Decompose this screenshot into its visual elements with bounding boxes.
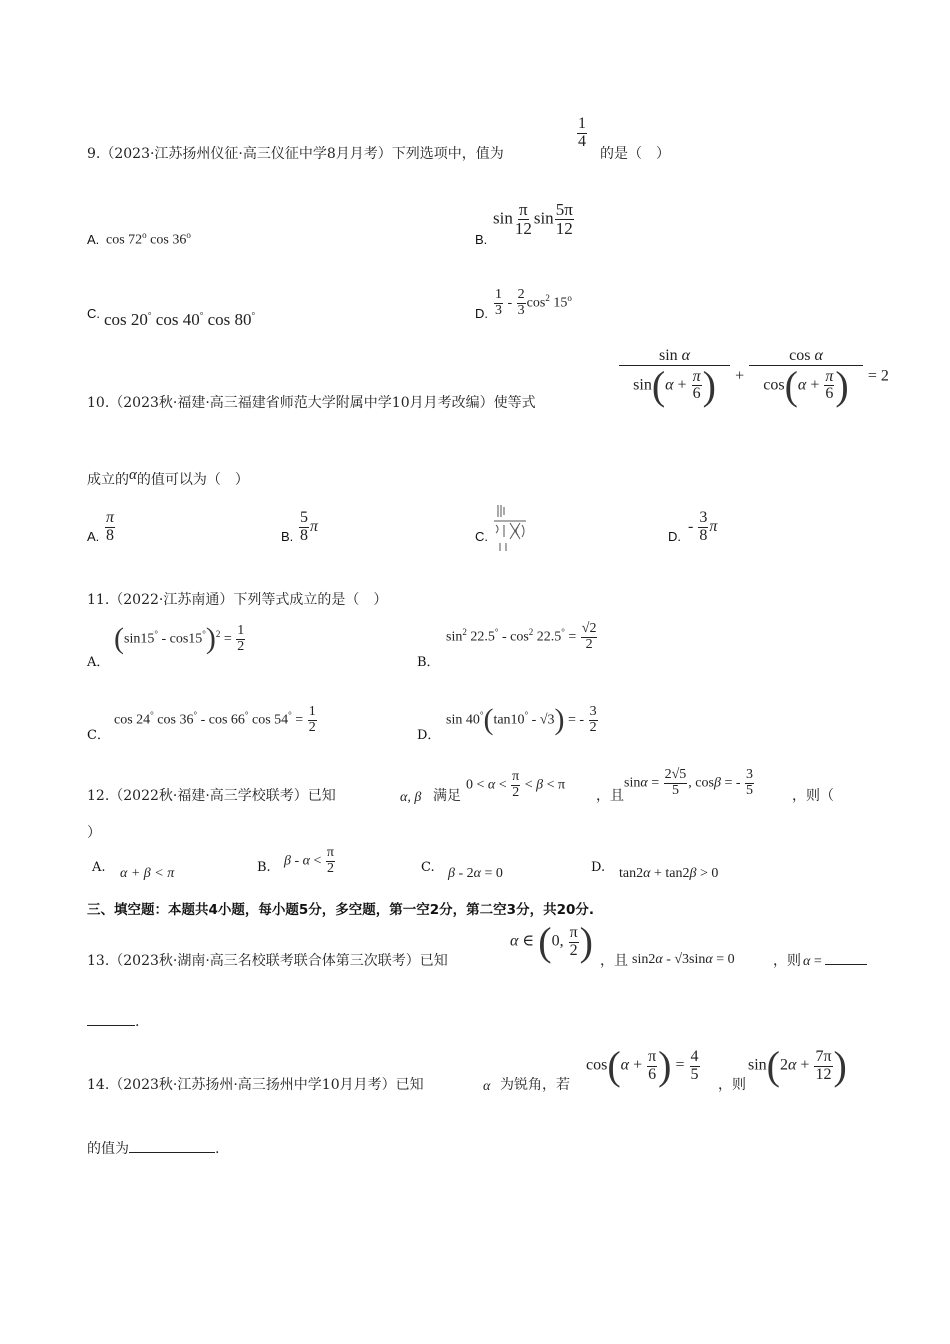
q10-option-c-label: C. [475,529,488,544]
garbled-formula-icon [490,503,530,553]
q10-option-a-label: A. [87,529,100,544]
q11-option-c-expr: cos 24° cos 36° - cos 66° cos 54° = $\frac{1}{2}$ [114,704,316,735]
q9-stem-tail: 的是（ ） [600,146,670,162]
q12-given: sinα = $\frac{2√5}{5}$ , cosβ = - $\frac{3}{5}$ [624,767,754,798]
q13-equation: sin2α - √3sinα = 0 [632,952,735,967]
q10-equation: sin α sin(α + $\frac{\pi}{6}$ ) + cos α cos(α + $\frac{\pi}{6}$ ) = 2 [618,348,889,406]
q12-option-b-label: B. [257,860,271,875]
q12-option-d-expr: tan2α + tan2β > 0 [619,866,719,881]
q14-line2: 的值为 . [87,1141,220,1157]
q12-mid2: ，且 [596,788,624,804]
q12-alpha-beta: α, β [400,790,422,805]
q9-option-b-label: B. [475,232,488,247]
q9-option-a-label: A. [87,232,100,247]
q14-alpha: α [483,1079,491,1094]
q9-option-c-label: C. [87,306,100,321]
q9-option-a-expr: cos 72$^o$ cos 36$^o$ [106,230,191,248]
q13-blank[interactable] [87,1025,135,1026]
q11-option-b-expr: $\sin^2 22.5^\circ - \cos^2 22.5^\circ$ = $\frac{√2}{2}$ [446,621,597,652]
q12-stem: 12.（2022秋·福建·高三学校联考）已知 [87,788,336,804]
section3-heading: 三、填空题：本题共4小题，每小题5分，多空题，第一空2分，第二空3分，共20分. [87,902,594,918]
q12-mid3: ，则（ [792,788,834,804]
q10-option-a-expr: $\frac{\pi}{8}$ [106,509,115,544]
q14-stem: 14.（2023秋·江苏扬州·高三扬州中学10月月考）已知 [87,1077,424,1093]
q12-option-a-expr: α + β < π [120,866,175,881]
q9-option-c-expr: cos 20° cos 40° cos 80° [104,310,256,329]
q13-stem: 13.（2023秋·湖南·高三名校联考联合体第三次联考）已知 [87,953,448,969]
q9-option-d-label: D. [475,306,488,321]
q11-option-c-label: C． [87,728,110,743]
q10-option-d-expr: - $\frac{3}{8}$ π [688,509,718,544]
q10-option-b-label: B. [281,529,294,544]
q11-option-b-label: B． [417,655,440,670]
q12-option-c-expr: β - 2α = 0 [448,866,503,881]
q12-line2: ） [87,825,101,841]
q9-option-d-expr: $\frac{1}{3}$ - $\frac{2}{3}$ $\cos^2 15^o$ [495,287,572,318]
q14-mid1: 为锐角，若 [500,1077,570,1093]
q13-answer-line: . [87,1014,139,1030]
q12-option-c-label: C. [421,860,435,875]
q11-option-a-expr: (sin15° - cos15°)$^2$ = $\frac{1}{2}$ [114,622,245,656]
q12-option-d-label: D. [591,860,606,875]
q13-mid2: ，则 [773,953,801,969]
q14-given: cos(α + $\frac{\pi}{6}$ ) = $\frac{4}{5}$ [586,1043,699,1088]
q14-target: sin(2α + $\frac{7\pi}{12}$ ) [748,1043,847,1088]
q10-stem: 10.（2023秋·福建·高三福建省师范大学附属中学10月月考改编）使等式 [87,395,536,411]
q13-mid1: ，且 [600,953,628,969]
q14-mid2: ，则 [718,1077,746,1093]
q13-domain: α ∈ (0, $\frac{\pi}{2}$ ) [510,919,593,964]
q9-stem: 9.（2023·江苏扬州仪征·高三仪征中学8月月考）下列选项中，值为 [87,146,504,162]
q11-option-d-expr: sin 40°(tan10° - √3) = - $\frac{3}{2}$ [446,703,597,737]
q12-option-a-label: A. [92,860,106,875]
q11-option-a-label: A． [87,655,110,670]
q11-stem: 11.（2022·江苏南通）下列等式成立的是（ ） [87,592,388,608]
q9-value-fraction: $\frac{1}{4}$ [578,115,586,150]
q14-blank[interactable] [129,1152,215,1153]
q12-option-b-expr: β - α < $\frac{\pi}{2}$ [284,845,334,876]
q11-option-d-label: D． [417,728,441,743]
q10-option-d-label: D. [668,529,681,544]
q12-mid1: 满足 [433,788,461,804]
q10-line2: 成立的α的值可以为（ ） [87,467,249,488]
q9-option-b-expr: sin $\frac{\pi}{12}$ sin $\frac{5\pi}{12}$ [493,200,573,238]
q10-option-c-garbled-glyph [490,503,530,555]
q10-option-b-expr: $\frac{5}{8}$ π [300,509,319,544]
q12-condition: 0 < α < $\frac{\pi}{2}$ < β < π [466,769,566,800]
q13-answer-lhs: α = [803,954,867,970]
